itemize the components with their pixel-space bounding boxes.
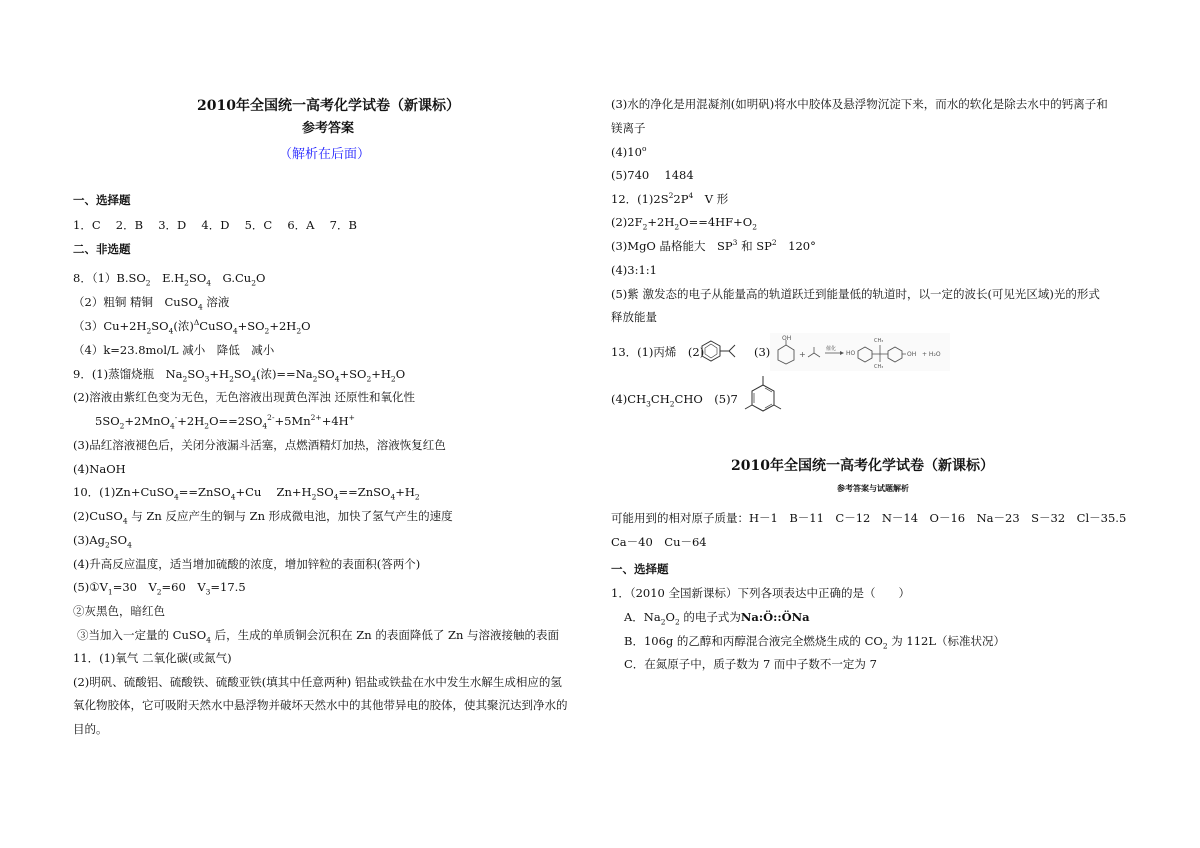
q9-line1: 9．(1)蒸馏烧瓶 $Na_2SO_3+H_2SO_4$(浓)$==Na_2SO_4+SO_2+H_2O$ — [73, 367, 406, 384]
q11-line7: (4)10$^o$ — [611, 144, 647, 159]
q11-line6: 镁离子 — [611, 121, 646, 135]
q8-line3: $(3)Cu+2H_2SO_4$(浓)$^\Delta CuSO_4+SO_2+2H_2O$ — [73, 318, 311, 336]
q10-line3: $(3)Ag_2SO_4$ — [73, 533, 132, 550]
product-oh-label: OH — [907, 351, 917, 358]
q8-line1: 8．$(1)B.SO_2$ $E.H_2SO_4$ $G.Cu_2O$ — [73, 271, 266, 288]
q11-line3: 氧化物胶体，它可吸附天然水中悬浮物并破坏天然水中的其他带异电的胶体，使其聚沉达到净水的 — [73, 698, 568, 712]
product-ho-label: HO — [846, 350, 856, 357]
methyl-top-label: CH₃ — [874, 338, 884, 344]
phenol-oh-label: OH — [782, 335, 792, 342]
q10-line4: (4)升高反应温度，适当增加硫酸的浓度，增加锌粒的表面积(答两个) — [73, 557, 421, 571]
q11-line1: 11．(1)氧气 二氧化碳(或氮气) — [73, 651, 232, 665]
option-a: A．$Na_2O_2$ 的电子式为Na:Ö::ÖNa — [624, 610, 810, 627]
q9-line3: $5SO_2+2MnO_4^-+2H_2O==2SO_4^{2-}+5Mn^{2+}+4H^+$ — [95, 413, 355, 431]
choice-answers: 1．C 2．B 3．D 4．D 5．C 6．A 7．B — [73, 218, 357, 232]
q12-line5: (5)紫 激发态的电子从能量高的轨道跃迁到能量低的轨道时，以一定的波长(可见光区域)光的形式 — [611, 287, 1100, 301]
q10-line6: ②灰黑色，暗红色 — [73, 604, 165, 618]
q13-line1-part3: (3) — [754, 345, 771, 359]
analysis-note: （解析在后面） — [279, 147, 371, 162]
q12-line2: $(2)2F_2+2H_2O==4HF+O_2$ — [611, 215, 758, 232]
atomic-masses-line1: 可能用到的相对原子质量：H－1 B－11 C－12 N－14 O－16 Na－23 S－32 Cl－35.5 — [611, 511, 1127, 525]
exam-title-2: 2010年全国统一高考化学试卷（新课标） — [731, 458, 994, 474]
q12-line3: (3)MgO 晶格能大 $SP^3$ 和 $SP^2$ 120° — [611, 238, 816, 253]
q12-line6: 释放能量 — [611, 310, 657, 324]
q11-line2: (2)明矾、硫酸铝、硫酸铁、硫酸亚铁(填其中任意两种) 铝盐或铁盐在水中发生水解生成相应的氢 — [73, 675, 562, 689]
q12-line1: 12．$(1)2S^22P^4$ V 形 — [611, 191, 729, 206]
option-b: B．106g 的乙醇和丙醇混合液完全燃烧生成的 $CO_2$ 为 112L（标准状况） — [624, 634, 1005, 651]
catalyst-label: 催化 — [826, 346, 837, 352]
q10-line7: ③当加入一定量的 CuSO$_4$ 后，生成的单质铜会沉积在 Zn 的表面降低了 Zn 与溶液接触的表面 — [77, 628, 560, 645]
cumene-structure-image — [699, 338, 743, 364]
q8-line2: （2）粗铜 精铜 CuSO$_4$ 溶液 — [73, 295, 230, 312]
q13-line1: 13．(1)丙烯 (2) — [611, 345, 705, 359]
q10-line2: (2)CuSO$_4$ 与 Zn 反应产生的铜与 Zn 形成微电池，加快了氢气产生的速度 — [73, 509, 453, 526]
atomic-masses-line2: Ca－40 Cu－64 — [611, 535, 707, 549]
q11-line4: 目的。 — [73, 722, 108, 736]
answer-subtitle: 参考答案 — [302, 121, 355, 136]
option-c: C．在氮原子中，质子数为 7 而中子数不一定为 7 — [624, 657, 877, 671]
plus-sign-1: + — [799, 350, 806, 359]
bisphenol-reaction-scheme-image — [770, 333, 950, 371]
q9-line5: (4)NaOH — [73, 462, 126, 476]
q9-line2: (2)溶液由紫红色变为无色，无色溶液出现黄色浑浊 还原性和氧化性 — [73, 390, 415, 404]
answer-analysis-subtitle: 参考答案与试题解析 — [837, 483, 909, 493]
q11-line8: (5)740 1484 — [611, 168, 694, 182]
q13-line2: $(4)CH_3CH_2CHO$ (5)7 — [611, 392, 738, 409]
methyl-bottom-label: CH₃ — [874, 364, 884, 370]
mesitylene-structure-image — [743, 373, 783, 425]
q10-line1: 10．(1)Zn+CuSO$_4$==ZnSO$_4$+Cu $Zn+H_2SO_4==ZnSO_4+H_2$ — [73, 485, 420, 502]
exam-title: 2010年全国统一高考化学试卷（新课标） — [197, 98, 460, 114]
q12-line4: (4)3:1:1 — [611, 263, 657, 277]
q8-line4: （4）k=23.8mol/L 减小 降低 减小 — [73, 343, 275, 357]
q9-line4: (3)品红溶液褪色后，关闭分液漏斗活塞，点燃酒精灯加热，溶液恢复红色 — [73, 438, 446, 452]
water-label: + H₂O — [922, 351, 941, 358]
q11-line5: (3)水的净化是用混凝剂(如明矾)将水中胶体及悬浮物沉淀下来，而水的软化是除去水中的钙离子和 — [611, 97, 1108, 111]
section-nonchoice: 二、非选题 — [73, 242, 131, 256]
section-choice-2: 一、选择题 — [611, 562, 669, 576]
section-choice: 一、选择题 — [73, 193, 131, 207]
q10-line5: $(5)①V_1=30$ $V_2=60$ $V_3=17.5$ — [73, 580, 246, 597]
problem-1: 1．（2010 全国新课标）下列各项表达中正确的是（ ） — [611, 586, 910, 600]
